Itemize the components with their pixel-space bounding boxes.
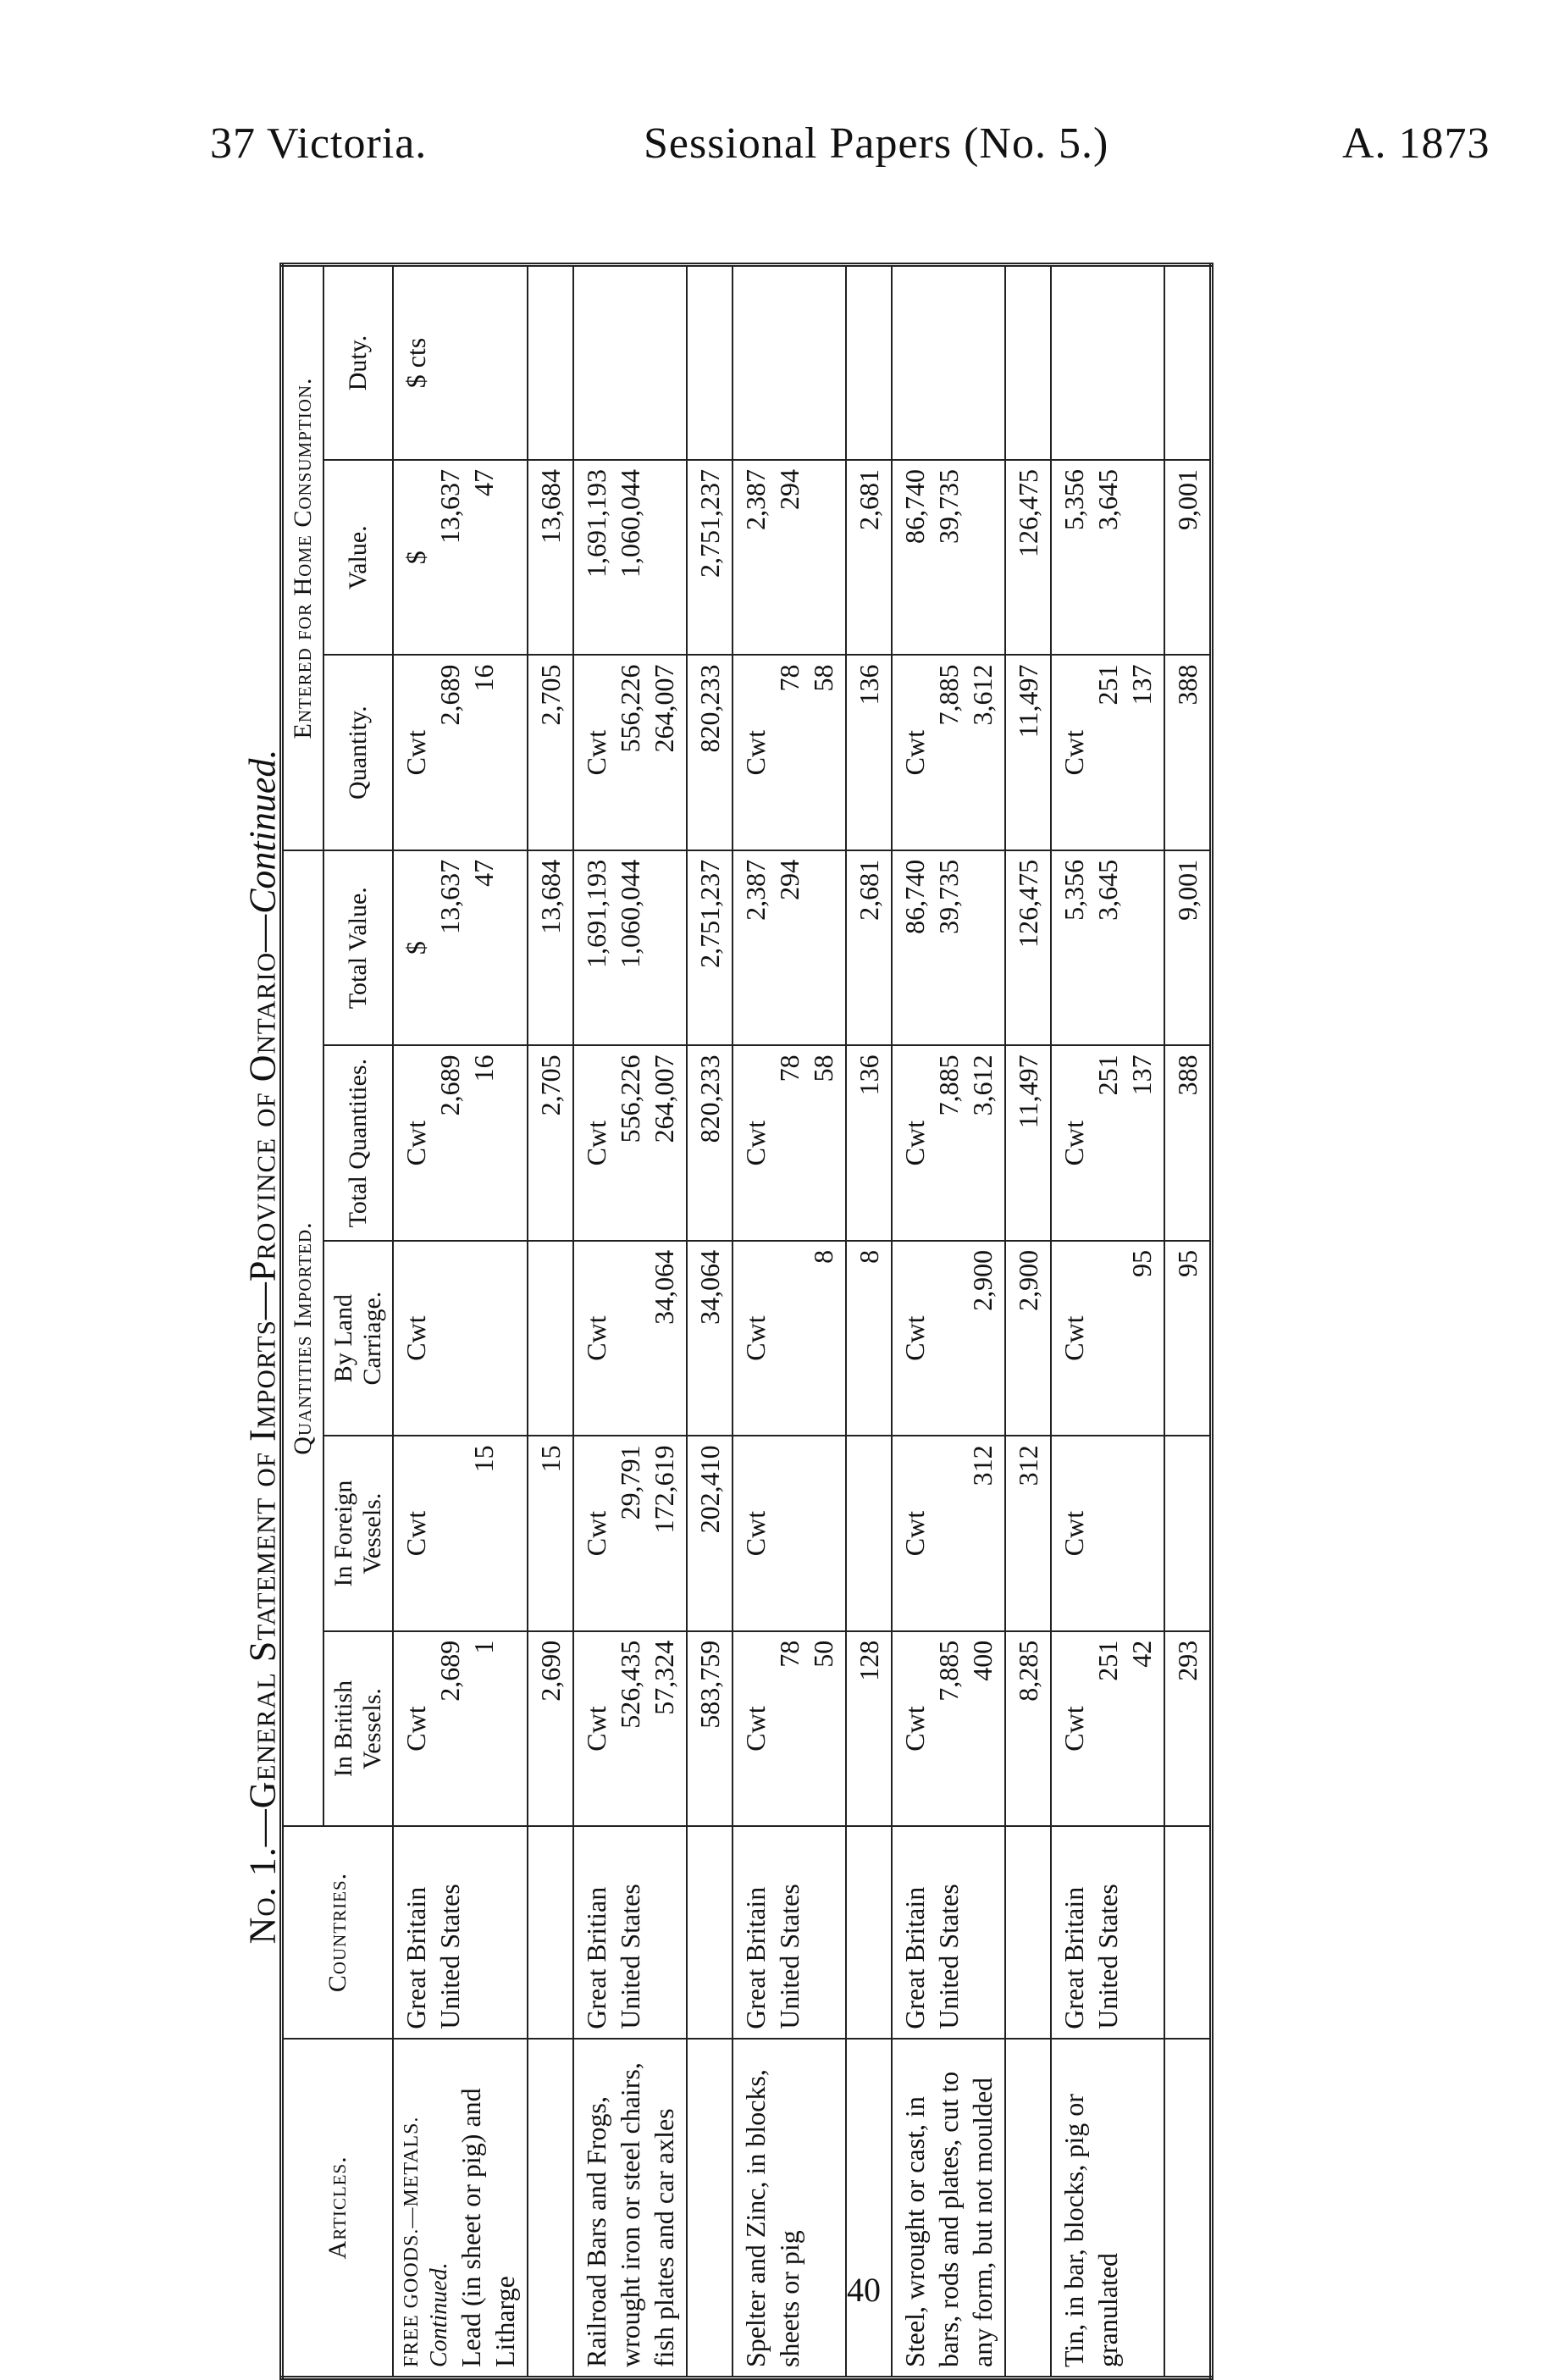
cell-value: 556,226 264,007: [615, 664, 679, 753]
tot-home-qty-cell: 136: [846, 655, 892, 850]
cell-value: 7,885 3,612: [933, 1054, 998, 1116]
total-qty-cell: [733, 1045, 846, 1240]
cell-value: 1,691,193 1,060,044: [581, 469, 645, 578]
tot-land-cell: [528, 1241, 573, 1436]
cell-value: 86,740 39,735: [899, 469, 964, 545]
col-articles: Articles.: [282, 2039, 394, 2378]
cell-value: 78 58: [774, 664, 838, 692]
foreign-cell: [393, 1436, 528, 1630]
duty-cell: [1051, 265, 1164, 461]
table-body: [393, 265, 1212, 2378]
cell-value: 2,689 16: [434, 1054, 499, 1116]
col-value: Value.: [323, 460, 393, 655]
total-row: [528, 265, 573, 2378]
cell-value: 251 137: [1092, 664, 1157, 706]
tot-british-cell: 2,690: [528, 1631, 573, 1826]
article-cell: [733, 2039, 846, 2378]
unit-label: Cwt: [899, 1706, 930, 1752]
cell-value: 251 42: [1092, 1640, 1157, 1681]
duty-total-cell: [1164, 265, 1212, 461]
unit-label: Cwt: [740, 1120, 771, 1166]
cell-value: 7,885 3,612: [933, 664, 998, 726]
total-val-cell: [733, 850, 846, 1046]
tot-british-cell: 8,285: [1005, 1631, 1051, 1826]
unit-label: Cwt: [1059, 1315, 1089, 1361]
tot-british-cell: 583,759: [687, 1631, 733, 1826]
unit-label: Cwt: [899, 1120, 930, 1166]
countries-cell: Great Britian United States: [573, 1826, 687, 2038]
table-row: [393, 265, 528, 2378]
total-row: [687, 265, 733, 2378]
unit-label: $: [401, 941, 431, 955]
col-countries: Countries.: [282, 1826, 394, 2038]
cell-value: 5,356 3,645: [1059, 469, 1123, 531]
header-left: 37 Victoria.: [210, 119, 428, 168]
blank-cell: [687, 1826, 733, 2038]
cell-value: 2,689 1: [434, 1640, 499, 1702]
unit-label: $ cts: [401, 337, 431, 389]
unit-label: Cwt: [401, 1315, 431, 1361]
unit-label: Cwt: [401, 1706, 431, 1752]
blank-cell: [846, 2039, 892, 2378]
quantity-cell: [573, 655, 687, 850]
unit-label: Cwt: [401, 1510, 431, 1557]
article-name: Steel, wrought or cast, in bars, rods and plates, cut to any form, but not moulded: [899, 2071, 998, 2367]
quantity-cell: [393, 655, 528, 850]
unit-label: Cwt: [740, 1706, 771, 1752]
header-center: Sessional Papers (No. 5.): [644, 119, 1109, 168]
unit-label: Cwt: [581, 1510, 611, 1557]
cell-value: 7,885 400: [933, 1640, 998, 1702]
cell-value: 34,064: [649, 1249, 679, 1325]
unit-label: Cwt: [401, 1120, 431, 1166]
unit-label: $: [401, 551, 431, 565]
col-total-value: Total Value.: [323, 850, 393, 1046]
duty-total-cell: [846, 265, 892, 461]
cell-value: 8: [808, 1249, 838, 1264]
cell-value: 556,226 264,007: [615, 1054, 679, 1143]
table-row: [892, 265, 1005, 2378]
total-row: [846, 265, 892, 2378]
tot-foreign-cell: 312: [1005, 1436, 1051, 1630]
unit-label: Cwt: [740, 1510, 771, 1557]
article-name: Lead (in sheet or pig) and Litharge: [456, 2088, 520, 2367]
total-row: [1164, 265, 1212, 2378]
tot-land-cell: 95: [1164, 1241, 1212, 1436]
total-qty-cell: [573, 1045, 687, 1240]
unit-label: Cwt: [581, 1120, 611, 1166]
tot-british-cell: 293: [1164, 1631, 1212, 1826]
tot-foreign-cell: 15: [528, 1436, 573, 1630]
tot-val-cell: 2,681: [846, 850, 892, 1046]
tot-qty-cell: 11,497: [1005, 1045, 1051, 1240]
tot-home-qty-cell: 820,233: [687, 655, 733, 850]
foreign-cell: [892, 1436, 1005, 1630]
countries-cell: Great Britain United States: [892, 1826, 1005, 2038]
tot-qty-cell: 820,233: [687, 1045, 733, 1240]
tot-val-cell: 9,001: [1164, 850, 1212, 1046]
cell-value: 13,637 47: [434, 469, 499, 545]
cell-value: 2,900: [967, 1249, 998, 1311]
tot-land-cell: 34,064: [687, 1241, 733, 1436]
tot-home-qty-cell: 11,497: [1005, 655, 1051, 850]
land-cell: [573, 1241, 687, 1436]
section-continued: Continued.: [426, 2262, 452, 2367]
british-cell: [393, 1631, 528, 1826]
duty-total-cell: [687, 265, 733, 461]
countries-cell: Great Britain United States: [1051, 1826, 1164, 2038]
imports-table: [279, 263, 1214, 2380]
tot-home-val-cell: 126,475: [1005, 460, 1051, 655]
tot-qty-cell: 136: [846, 1045, 892, 1240]
tot-qty-cell: 388: [1164, 1045, 1212, 1240]
countries-cell: Great Britain United States: [733, 1826, 846, 2038]
blank-cell: [528, 1826, 573, 2038]
value-cell: [393, 460, 528, 655]
title-prefix: No. 1.—General Statement of Imports—Province of Ontario—: [241, 913, 284, 1945]
col-quantities-imported: Quantities Imported.: [282, 850, 324, 1826]
cell-value: 2,689 16: [434, 664, 499, 726]
cell-value: 95: [1126, 1249, 1157, 1277]
quantity-cell: [1051, 655, 1164, 850]
duty-cell: [733, 265, 846, 461]
tot-home-val-cell: 9,001: [1164, 460, 1212, 655]
countries-cell: Great Britain United States: [393, 1826, 528, 2038]
tot-british-cell: 128: [846, 1631, 892, 1826]
blank-cell: [687, 2039, 733, 2378]
duty-cell: [892, 265, 1005, 461]
duty-cell: [393, 265, 528, 461]
section-heading: FREE GOODS.—METALS.: [401, 2116, 423, 2367]
value-cell: [1051, 460, 1164, 655]
value-cell: [573, 460, 687, 655]
duty-cell: [573, 265, 687, 461]
page-number: 40: [847, 2271, 881, 2309]
tot-home-val-cell: 2,751,237: [687, 460, 733, 655]
unit-label: Cwt: [1059, 1120, 1089, 1166]
tot-land-cell: 2,900: [1005, 1241, 1051, 1436]
cell-value: 2,387 294: [740, 469, 804, 531]
foreign-cell: [1051, 1436, 1164, 1630]
table-row: [1051, 265, 1164, 2378]
duty-total-cell: [528, 265, 573, 461]
total-val-cell: [393, 850, 528, 1046]
land-cell: [733, 1241, 846, 1436]
unit-label: Cwt: [581, 730, 611, 776]
british-cell: [573, 1631, 687, 1826]
total-qty-cell: [393, 1045, 528, 1240]
unit-label: Cwt: [1059, 1510, 1089, 1557]
blank-cell: [846, 1826, 892, 2038]
col-quantity: Quantity.: [323, 655, 393, 850]
unit-label: Cwt: [899, 730, 930, 776]
title-suffix: Continued.: [241, 749, 284, 914]
british-cell: [733, 1631, 846, 1826]
quantity-cell: [733, 655, 846, 850]
blank-cell: [1164, 2039, 1212, 2378]
total-row: [1005, 265, 1051, 2378]
land-cell: [393, 1241, 528, 1436]
tot-qty-cell: 2,705: [528, 1045, 573, 1240]
cell-value: 1,691,193 1,060,044: [581, 859, 645, 968]
unit-label: Cwt: [899, 1510, 930, 1557]
total-qty-cell: [892, 1045, 1005, 1240]
british-cell: [892, 1631, 1005, 1826]
tot-land-cell: 8: [846, 1241, 892, 1436]
unit-label: Cwt: [740, 1315, 771, 1361]
tot-foreign-cell: [846, 1436, 892, 1630]
tot-home-qty-cell: 2,705: [528, 655, 573, 850]
unit-label: Cwt: [1059, 1706, 1089, 1752]
unit-label: Cwt: [401, 730, 431, 776]
tot-val-cell: 2,751,237: [687, 850, 733, 1046]
table-row: [573, 265, 687, 2378]
tot-foreign-cell: [1164, 1436, 1212, 1630]
cell-value: 78 58: [774, 1054, 838, 1082]
unit-label: Cwt: [740, 730, 771, 776]
col-land-carriage: By Land Carriage.: [323, 1241, 393, 1436]
quantity-cell: [892, 655, 1005, 850]
land-cell: [892, 1241, 1005, 1436]
tot-home-qty-cell: 388: [1164, 655, 1212, 850]
unit-label: Cwt: [899, 1315, 930, 1361]
col-duty: Duty.: [323, 265, 393, 461]
article-name: Tin, in bar, blocks, pig or granulated: [1059, 2094, 1123, 2367]
unit-label: Cwt: [581, 1706, 611, 1752]
cell-value: 13,637 47: [434, 859, 499, 934]
land-cell: [1051, 1241, 1164, 1436]
unit-label: Cwt: [581, 1315, 611, 1361]
cell-value: 312: [967, 1445, 998, 1486]
col-british-vessels: In British Vessels.: [323, 1631, 393, 1826]
total-val-cell: [892, 850, 1005, 1046]
cell-value: 15: [468, 1445, 499, 1473]
article-cell: [393, 2039, 528, 2378]
blank-cell: [1005, 1826, 1051, 2038]
unit-label: Cwt: [1059, 730, 1089, 776]
tot-home-val-cell: 13,684: [528, 460, 573, 655]
british-cell: [1051, 1631, 1164, 1826]
cell-value: 5,356 3,645: [1059, 859, 1123, 921]
value-cell: [892, 460, 1005, 655]
cell-value: 526,435 57,324: [615, 1640, 679, 1729]
article-name: Spelter and Zinc, in blocks, sheets or pig: [740, 2069, 804, 2367]
value-cell: [733, 460, 846, 655]
blank-cell: [1005, 2039, 1051, 2378]
blank-cell: [528, 2039, 573, 2378]
article-name: Railroad Bars and Frogs, wrought iron or steel chairs, fish plates and car axles: [581, 2062, 679, 2367]
cell-value: 78 50: [774, 1640, 838, 1668]
total-qty-cell: [1051, 1045, 1164, 1240]
foreign-cell: [733, 1436, 846, 1630]
tot-val-cell: 13,684: [528, 850, 573, 1046]
col-home-consumption: Entered for Home Consumption.: [282, 265, 324, 850]
cell-value: 251 137: [1092, 1054, 1157, 1096]
table-row: [733, 265, 846, 2378]
foreign-cell: [573, 1436, 687, 1630]
duty-total-cell: [1005, 265, 1051, 461]
blank-cell: [1164, 1826, 1212, 2038]
cell-value: 2,387 294: [740, 859, 804, 921]
article-cell: [1051, 2039, 1164, 2378]
header-right: A. 1873: [1342, 119, 1490, 168]
col-foreign-vessels: In Foreign Vessels.: [323, 1436, 393, 1630]
article-cell: [573, 2039, 687, 2378]
article-cell: [892, 2039, 1005, 2378]
total-val-cell: [1051, 850, 1164, 1046]
cell-value: 86,740 39,735: [899, 859, 964, 934]
tot-foreign-cell: 202,410: [687, 1436, 733, 1630]
tot-home-val-cell: 2,681: [846, 460, 892, 655]
total-val-cell: [573, 850, 687, 1046]
cell-value: 29,791 172,619: [615, 1445, 679, 1534]
tot-val-cell: 126,475: [1005, 850, 1051, 1046]
col-total-quantities: Total Quantities.: [323, 1045, 393, 1240]
